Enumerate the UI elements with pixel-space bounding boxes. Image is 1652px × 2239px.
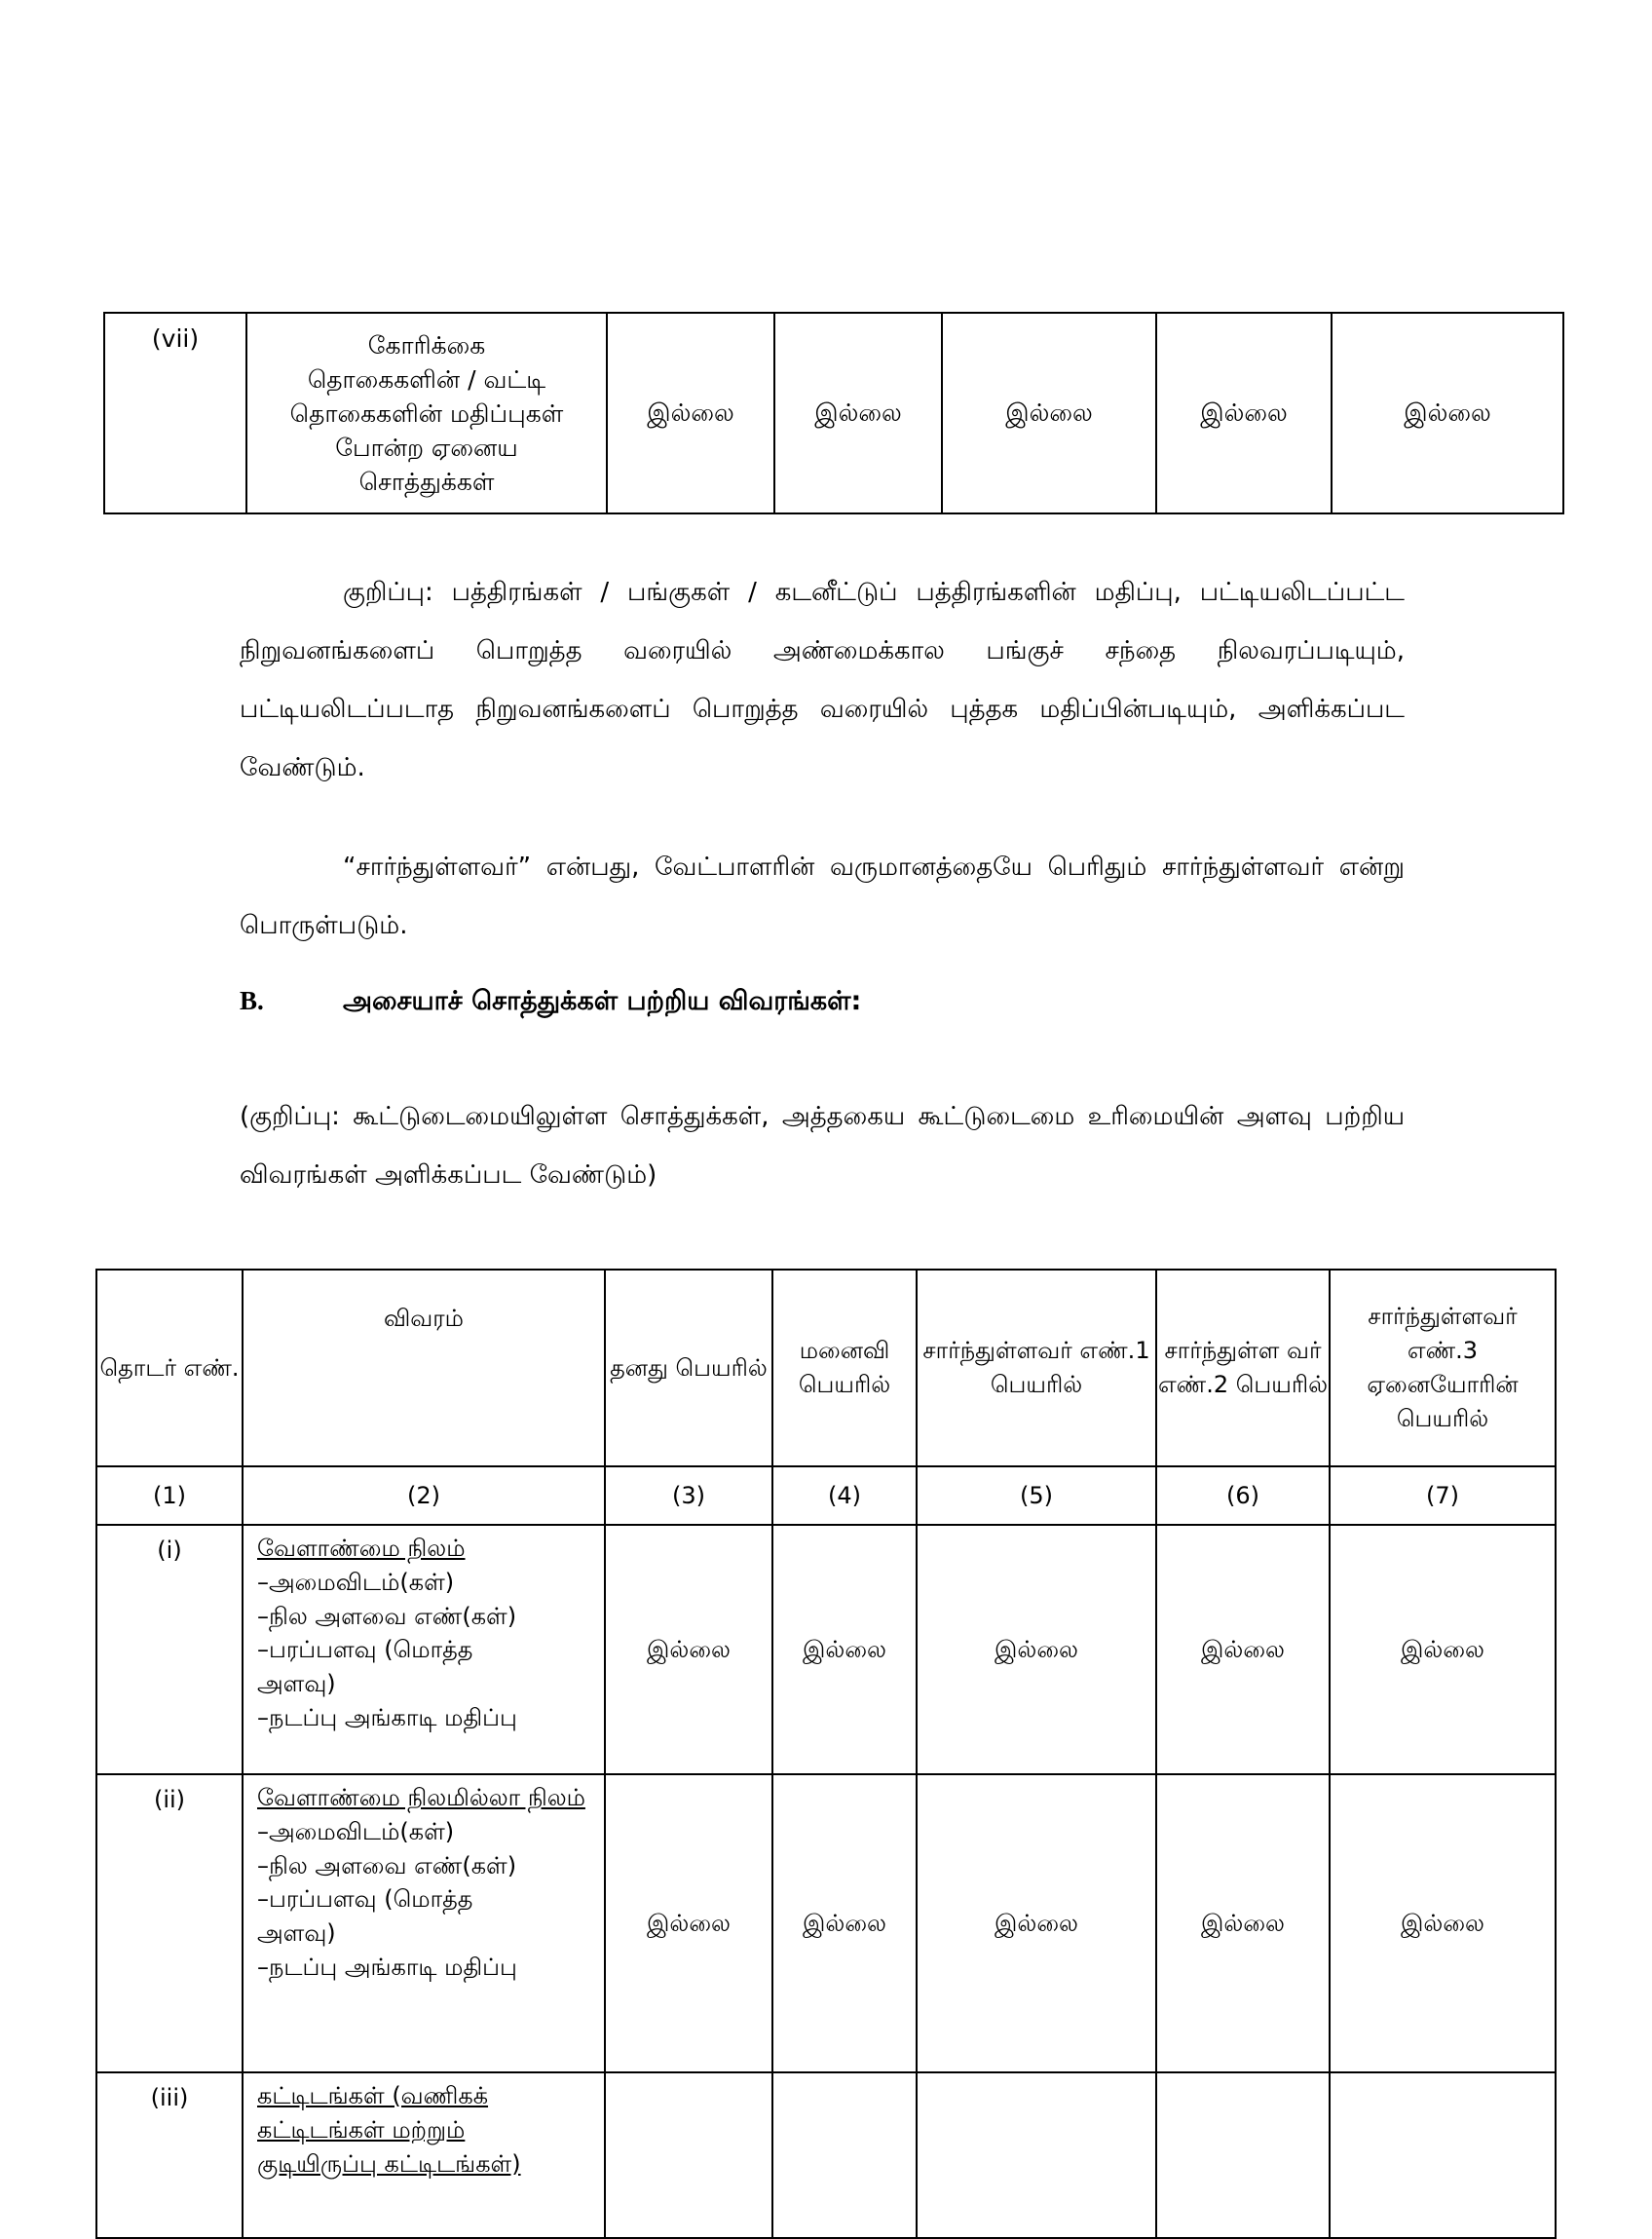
value-cell: இல்லை: [1330, 1525, 1556, 1774]
item-line: –நில அளவை எண்(கள்): [257, 1851, 517, 1879]
item-line: –நில அளவை எண்(கள்): [257, 1602, 517, 1630]
table-row: [96, 2072, 1556, 2238]
item-line: –நடப்பு அங்காடி மதிப்பு: [257, 1953, 517, 1981]
valuation-note: [240, 563, 1405, 797]
item-line: –அமைவிடம்(கள்): [257, 1817, 455, 1845]
column-number: (2): [243, 1466, 605, 1525]
column-number: (4): [772, 1466, 917, 1525]
section-title: அசையாச் சொத்துக்கள் பற்றிய விவரங்கள்:: [343, 986, 862, 1016]
column-number: (7): [1330, 1466, 1556, 1525]
value-cell: இல்லை: [1332, 313, 1563, 513]
value-cell: இல்லை: [917, 1525, 1156, 1774]
desc-line: சொத்துக்கள்: [358, 467, 495, 496]
column-number: (3): [605, 1466, 772, 1525]
table-row: [96, 1774, 1556, 2072]
value-cell: இல்லை: [1330, 1774, 1556, 2072]
dependent-definition-text: “சார்ந்துள்ளவர்” என்பது, வேட்பாளரின் வருமானத்தையே பெரிதும் சார்ந்துள்ளவர் என்று பொருள்படும்.: [240, 853, 1405, 940]
value-cell: இல்லை: [917, 1774, 1156, 2072]
valuation-note-text: குறிப்பு: பத்திரங்கள் / பங்குகள் / கடனீட்டுப் பத்திரங்களின் மதிப்பு, பட்டியலிடப்பட்ட நிறுவனங்களைப் பொறுத்த வரையில் அண்மைக்கால பங்குச் சந்தை நிலவரப்படியும், பட்டியலிடப்படாத நிறுவனங்களைப் பொறுத்த வரையில் புத்தக மதிப்பின்படியும், அளிக்கப்பட வேண்டும்.: [240, 578, 1405, 782]
table-row: [104, 313, 1563, 513]
item-title: கட்டிடங்கள் (வணிகக் கட்டிடங்கள் மற்றும் குடியிருப்பு கட்டிடங்கள்): [257, 2082, 521, 2178]
value-cell: இல்லை: [1156, 313, 1332, 513]
item-line: அளவு): [257, 1670, 336, 1698]
section-heading: [240, 986, 861, 1020]
column-header: தனது பெயரில்: [605, 1270, 772, 1466]
desc-line: தொகைகளின் / வட்டி: [307, 364, 546, 394]
section-note: (குறிப்பு: கூட்டுடைமையிலுள்ள சொத்துக்கள், அத்தகைய கூட்டுடைமை உரிமையின் அளவு பற்றிய விவரங்கள் அளிக்கப்பட வேண்டும்): [240, 1102, 1405, 1190]
value-cell: இல்லை: [1156, 1525, 1330, 1774]
item-line: –நடப்பு அங்காடி மதிப்பு: [257, 1703, 517, 1731]
column-number: (5): [917, 1466, 1156, 1525]
item-title: வேளாண்மை நிலமில்லா நிலம்: [257, 1784, 585, 1811]
value-cell: [917, 2072, 1156, 2238]
serial-number: (ii): [96, 1774, 243, 2072]
header-row: [96, 1270, 1556, 1466]
value-cell: இல்லை: [772, 1525, 917, 1774]
column-header: விவரம்: [243, 1270, 605, 1466]
value-cell: [1330, 2072, 1556, 2238]
item-description: [243, 2072, 605, 2238]
serial-number: (i): [96, 1525, 243, 1774]
assets-table-continuation: [103, 312, 1564, 514]
column-number: (6): [1156, 1466, 1330, 1525]
column-header: தொடர் எண்.: [96, 1270, 243, 1466]
value-cell: இல்லை: [605, 1525, 772, 1774]
value-cell: இல்லை: [942, 313, 1156, 513]
desc-line: கோரிக்கை: [367, 330, 486, 360]
item-description: [243, 1774, 605, 2072]
item-line: –பரப்பளவு (மொத்த: [257, 1885, 473, 1914]
item-description: [243, 1525, 605, 1774]
column-number: (1): [96, 1466, 243, 1525]
table-row: [96, 1525, 1556, 1774]
item-line: –பரப்பளவு (மொத்த: [257, 1636, 473, 1664]
item-description: [246, 313, 607, 513]
column-header: மனைவி பெயரில்: [772, 1270, 917, 1466]
column-header: சார்ந்துள்ள வர் எண்.2 பெயரில்: [1156, 1270, 1330, 1466]
column-header: சார்ந்துள்ளவர் எண்.3 ஏனையோரின் பெயரில்: [1330, 1270, 1556, 1466]
section-letter: B.: [240, 986, 264, 1015]
value-cell: [605, 2072, 772, 2238]
desc-line: தொகைகளின் மதிப்புகள்: [289, 398, 564, 428]
serial-number: (iii): [96, 2072, 243, 2238]
value-cell: இல்லை: [605, 1774, 772, 2072]
value-cell: இல்லை: [607, 313, 774, 513]
dependent-definition: [240, 838, 1405, 955]
value-cell: இல்லை: [1156, 1774, 1330, 2072]
value-cell: [1156, 2072, 1330, 2238]
serial-number: (vii): [104, 313, 246, 513]
column-header: சார்ந்துள்ளவர் எண்.1 பெயரில்: [917, 1270, 1156, 1466]
item-line: –அமைவிடம்(கள்): [257, 1568, 455, 1596]
value-cell: இல்லை: [772, 1774, 917, 2072]
immovable-assets-table: [95, 1269, 1557, 2239]
column-number-row: [96, 1466, 1556, 1525]
value-cell: [772, 2072, 917, 2238]
value-cell: இல்லை: [774, 313, 942, 513]
item-line: அளவு): [257, 1919, 336, 1948]
desc-line: போன்ற ஏனைய: [335, 433, 518, 462]
item-title: வேளாண்மை நிலம்: [257, 1535, 466, 1562]
